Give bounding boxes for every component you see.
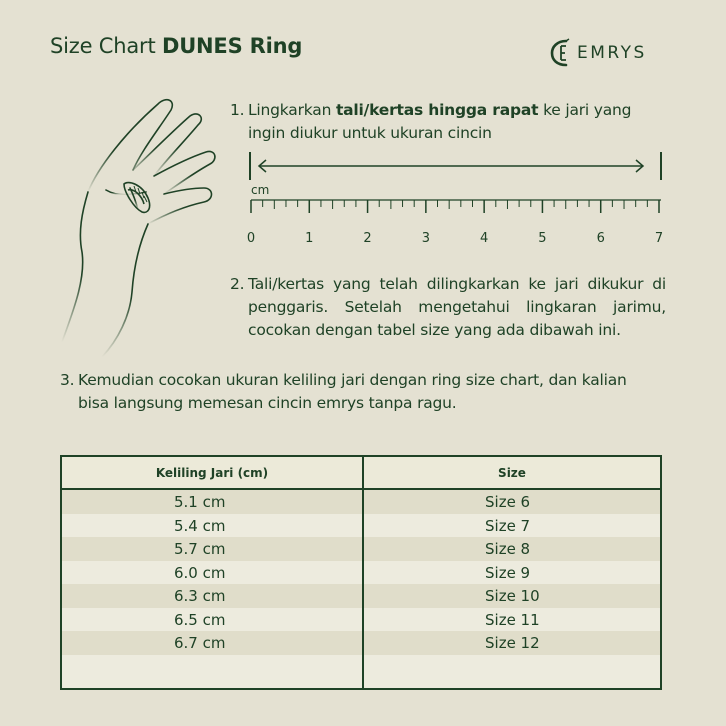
- cell-size: Size 8: [485, 540, 531, 558]
- table-row: [62, 584, 660, 608]
- ruler-ticks: [251, 200, 659, 213]
- step-3-line-1: Kemudian cocokan ukuran keliling jari dengan ring size chart, dan kalian: [78, 371, 627, 389]
- step-2-line-1: Tali/kertas yang telah dilingkarkan ke jari dikukur di: [248, 275, 666, 293]
- cell-circumference: 6.5 cm: [174, 610, 226, 629]
- cell-circumference: 6.0 cm: [174, 563, 226, 582]
- cell-circumference: 5.4 cm: [174, 516, 226, 535]
- ruler-tick-label: 7: [654, 231, 664, 246]
- cell-circumference: 5.1 cm: [174, 493, 226, 511]
- page-title: [50, 34, 302, 58]
- table-row: [62, 655, 660, 679]
- table-row: [62, 514, 660, 538]
- ruler-tick-label: 0: [246, 231, 256, 246]
- ring-size-table: [60, 455, 662, 690]
- emrys-crescent-logo-icon: [549, 38, 573, 68]
- step-1-number: 1.: [230, 101, 245, 119]
- step-1-emphasis: tali/kertas hingga rapat: [335, 101, 539, 119]
- cell-size: Size 7: [485, 516, 531, 535]
- step-2-line-3: cocokan dengan tabel size yang ada dibawah ini.: [248, 321, 621, 339]
- ruler-tick-label: 2: [363, 231, 372, 246]
- brand-logo: [549, 38, 647, 68]
- table-row: [62, 537, 660, 561]
- title-product-name: DUNES Ring: [161, 34, 303, 58]
- step-2-line-2: penggaris. Setelah mengetahui lingkaran jarimu,: [248, 298, 666, 316]
- table-row: [62, 561, 660, 585]
- header-size: Size: [498, 466, 526, 480]
- cell-size: Size 11: [485, 610, 540, 629]
- step-2-number: 2.: [230, 275, 245, 293]
- ruler-tick-label: 3: [421, 231, 430, 246]
- ruler-tick-label: 5: [538, 231, 547, 246]
- header-circumference: Keliling Jari (cm): [155, 466, 269, 480]
- step-1-line-1: [248, 99, 631, 122]
- cell-circumference: 6.3 cm: [174, 587, 226, 605]
- table-row: [62, 631, 660, 655]
- title-prefix: Size Chart: [50, 34, 162, 58]
- cell-circumference: 6.7 cm: [174, 634, 226, 652]
- cell-size: Size 6: [485, 493, 531, 511]
- ruler-tick-labels: [247, 231, 663, 246]
- step-1-text: Lingkarkan: [248, 101, 336, 119]
- step-1-text-end: ke jari yang: [538, 101, 632, 119]
- cell-circumference: 5.7 cm: [174, 540, 226, 558]
- ruler-unit-label: cm: [251, 183, 270, 197]
- measuring-ruler: [240, 148, 676, 252]
- ruler-tick-label: 6: [596, 231, 605, 246]
- step-3-number: 3.: [60, 371, 75, 389]
- column-divider: [362, 457, 364, 688]
- step-1-line-2: ingin diukur untuk ukuran cincin: [248, 124, 492, 142]
- table-row: [62, 490, 660, 514]
- step-3-line-2: bisa langsung memesan cincin emrys tanpa ragu.: [78, 394, 457, 412]
- cell-size: Size 12: [485, 634, 540, 652]
- ruler-tick-label: 4: [480, 231, 489, 246]
- table-header: [62, 457, 660, 490]
- ruler-tick-label: 1: [305, 231, 314, 246]
- cell-size: Size 10: [485, 587, 540, 605]
- cell-size: Size 9: [485, 563, 531, 582]
- hand-ring-illustration-icon: [58, 92, 228, 360]
- brand-name: EMRYS: [577, 43, 647, 63]
- table-row: [62, 608, 660, 632]
